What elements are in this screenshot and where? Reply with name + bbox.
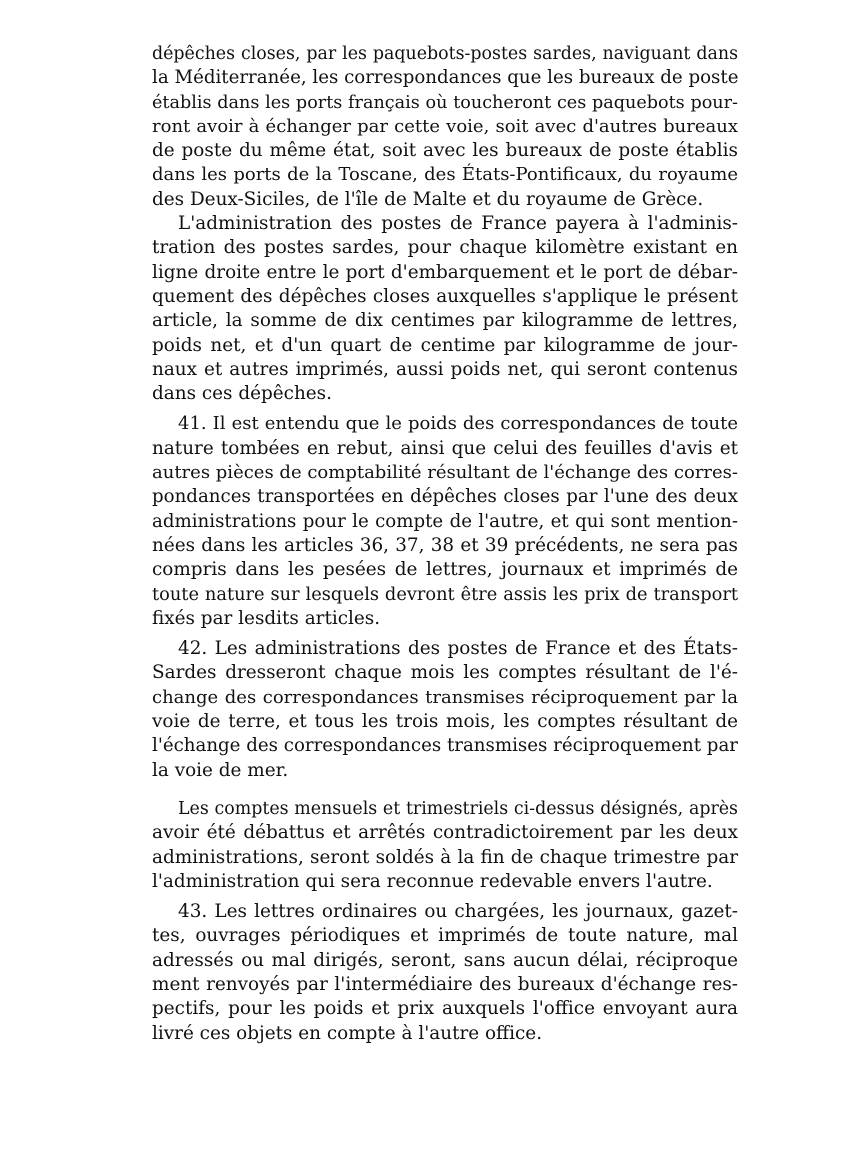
text-line: 41. Il est entendu que le poids des correspondances de toute bbox=[178, 413, 738, 435]
paragraph-mediterranean-dispatches bbox=[152, 42, 738, 212]
text-line: change des correspondances transmises réciproquement par la bbox=[152, 686, 738, 708]
text-line: pondances transportées en dépêches closes par l'une des deux bbox=[152, 486, 738, 508]
text-line: dans ces dépêches. bbox=[152, 383, 332, 405]
text-line: ment renvoyés par l'intermédiaire des bureaux d'échange res- bbox=[152, 973, 738, 995]
paragraph-spacer bbox=[152, 783, 738, 797]
article-43 bbox=[152, 900, 738, 1046]
paragraph-accounts-settlement bbox=[152, 797, 738, 894]
text-line: administrations, seront soldés à la fin de chaque trimestre par bbox=[152, 846, 738, 868]
text-line: dépêches closes, par les paquebots-postes sardes, naviguant dans bbox=[152, 44, 738, 64]
text-line: L'administration des postes de France payera à l'adminis- bbox=[178, 213, 738, 235]
text-line: nature tombées en rebut, ainsi que celui des feuilles d'avis et bbox=[152, 437, 738, 459]
text-line: dans les ports de la Toscane, des États-Pontificaux, du royaume bbox=[152, 164, 738, 186]
text-line: la Méditerranée, les correspondances que les bureaux de poste bbox=[152, 67, 739, 89]
text-line: des Deux-Siciles, de l'île de Malte et du royaume de Grèce. bbox=[152, 188, 704, 210]
text-line: autres pièces de comptabilité résultant de l'échange des corres- bbox=[152, 462, 738, 484]
text-line: ligne droite entre le port d'embarquement et le port de débar- bbox=[152, 261, 738, 283]
text-line: tration des postes sardes, pour chaque kilomètre existant en bbox=[152, 237, 738, 259]
text-line: Sardes dresseront chaque mois les comptes résultant de l'é- bbox=[152, 662, 738, 684]
text-line: de poste du même état, soit avec les bureaux de poste établis bbox=[152, 140, 738, 162]
text-line: adressés ou mal dirigés, seront, sans aucun délai, réciproque bbox=[152, 949, 738, 971]
text-line: article, la somme de dix centimes par kilogramme de lettres, bbox=[152, 310, 738, 332]
text-line: quement des dépêches closes auxquelles s'applique le présent bbox=[152, 285, 738, 307]
text-line: établis dans les ports français où toucheront ces paquebots pour- bbox=[152, 92, 738, 113]
text-line: fixés par lesdits articles. bbox=[152, 607, 381, 629]
text-line: 42. Les administrations des postes de France et des États- bbox=[178, 638, 738, 660]
text-line: ront avoir à échanger par cette voie, soit avec d'autres bureaux bbox=[152, 115, 738, 137]
text-line: la voie de mer. bbox=[152, 759, 289, 781]
document-page bbox=[152, 42, 738, 1046]
text-line: pectifs, pour les poids et prix auxquels l'office envoyant aura bbox=[152, 998, 738, 1020]
text-line: administrations pour le compte de l'autre, et qui sont mention- bbox=[152, 510, 738, 532]
text-line: naux et autres imprimés, aussi poids net, qui seront contenus bbox=[152, 358, 738, 380]
text-line: toute nature sur lesquels devront être assis les prix de transport bbox=[152, 583, 738, 605]
text-line: l'échange des correspondances transmises réciproquement par bbox=[152, 735, 738, 757]
text-line: l'administration qui sera reconnue redevable envers l'autre. bbox=[152, 870, 713, 892]
text-line: poids net, et d'un quart de centime par kilogramme de jour- bbox=[152, 334, 738, 356]
article-41 bbox=[152, 412, 738, 631]
text-line: livré ces objets en compte à l'autre office. bbox=[152, 1022, 543, 1044]
text-line: avoir été débattus et arrêtés contradictoirement par les deux bbox=[152, 822, 738, 844]
text-line: 43. Les lettres ordinaires ou chargées, les journaux, gazet- bbox=[178, 901, 738, 923]
text-line: voie de terre, et tous les trois mois, les comptes résultant de bbox=[152, 711, 738, 733]
paragraph-payment-terms bbox=[152, 212, 738, 406]
text-line: Les comptes mensuels et trimestriels ci-dessus désignés, après bbox=[178, 798, 738, 819]
text-line: nées dans les articles 36, 37, 38 et 39 précédents, ne sera pas bbox=[152, 534, 738, 556]
article-42 bbox=[152, 637, 738, 783]
text-line: compris dans les pesées de lettres, journaux et imprimés de bbox=[152, 559, 738, 581]
text-line: tes, ouvrages périodiques et imprimés de toute nature, mal bbox=[152, 925, 738, 947]
